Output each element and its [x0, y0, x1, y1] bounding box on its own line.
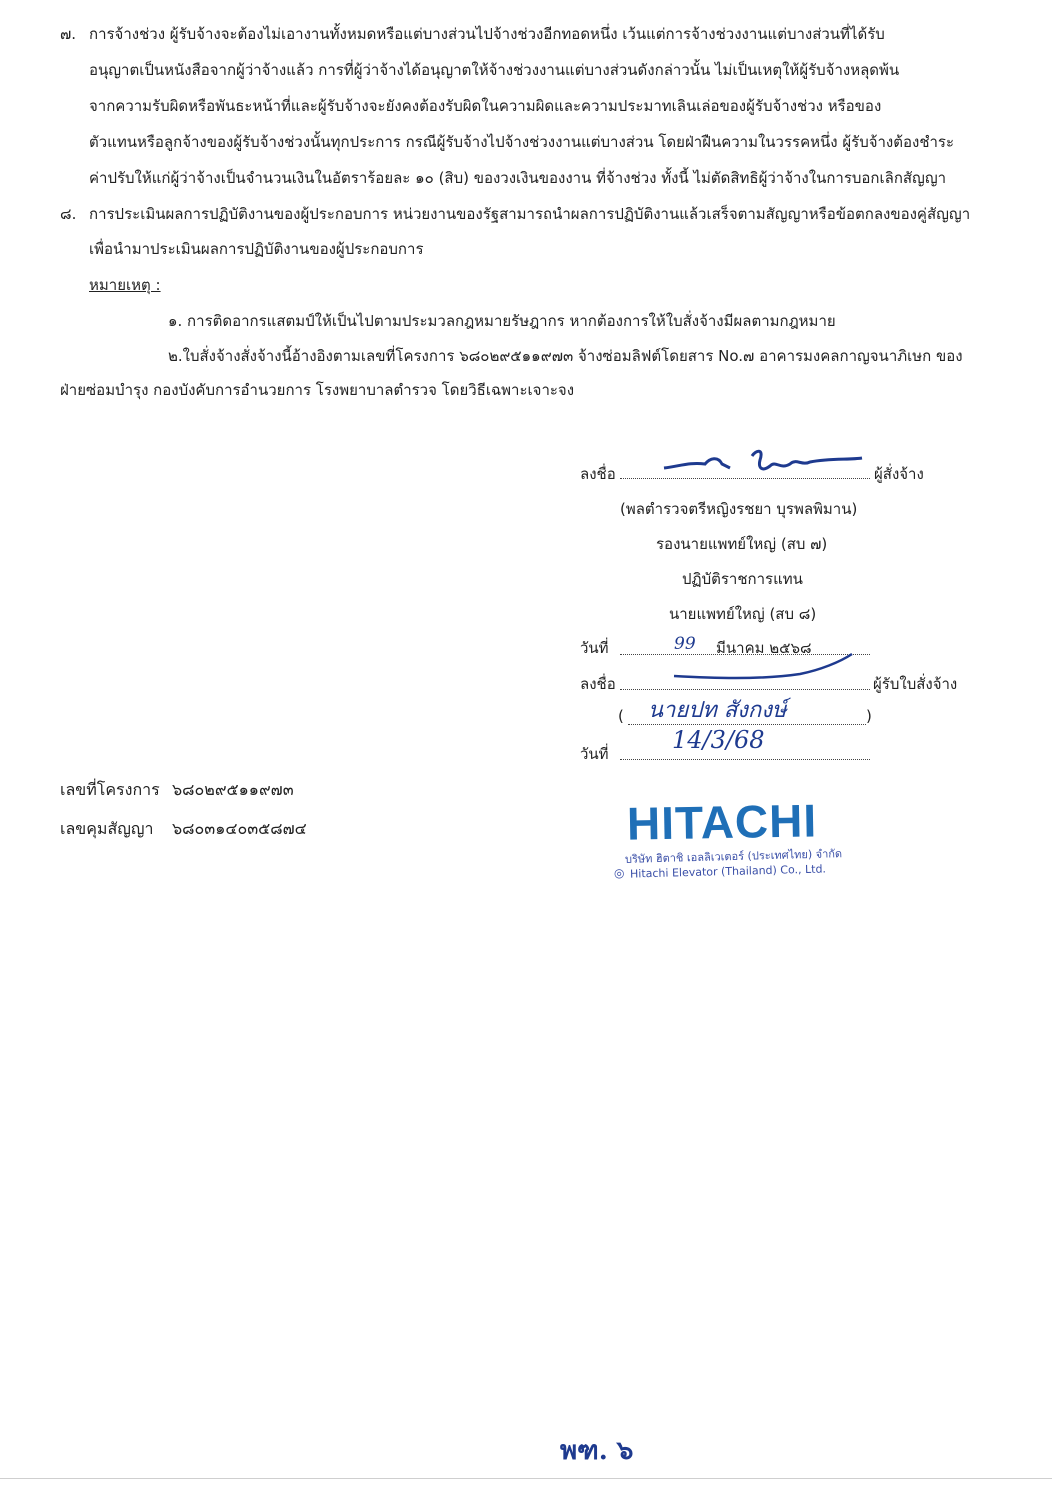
company-stamp-logo: HITACHI — [626, 794, 818, 850]
clause-8-line: การประเมินผลการปฏิบัติงานของผู้ประกอบการ หน่วยงานของรัฐสามารถนำผลการปฏิบัติงานแล้วเสร็จตามสัญญาหรือข้อตกลงของคู่สัญญา — [89, 205, 971, 223]
remark-item-2: ๒.ใบสั่งจ้างสั่งจ้างนี้อ้างอิงตามเลขที่โครงการ ๖๘๐๒๙๕๑๑๙๗๓ จ้างซ่อมลิฟต์โดยสาร No.๗ อาคารมงคลกาญจนาภิเษก ของ — [168, 347, 963, 365]
clause-7-line: ค่าปรับให้แก่ผู้ว่าจ้างเป็นจำนวนเงินในอัตราร้อยละ ๑๐ (สิบ) ของวงเงินของงาน ที่จ้างช่วง ทั้งนี้ ไม่ตัดสิทธิผู้ว่าจ้างในการบอกเลิกสัญญา — [89, 169, 947, 187]
footer-handwritten-page-mark: พฑ. ๖ — [560, 1436, 634, 1466]
employer-date-label: วันที่ — [580, 639, 609, 657]
employer-role: ผู้สั่งจ้าง — [874, 465, 924, 483]
contractor-date-label: วันที่ — [580, 745, 609, 763]
employer-position: นายแพทย์ใหญ่ (สบ ๘) — [669, 605, 817, 623]
remark-item-2-cont: ฝ่ายซ่อมบำรุง กองบังคับการอำนวยการ โรงพยาบาลตำรวจ โดยวิธีเฉพาะเจาะจง — [60, 381, 575, 399]
company-stamp-english: Hitachi Elevator (Thailand) Co., Ltd. — [629, 862, 827, 881]
company-stamp-thai: บริษัท ฮิตาชิ เอลลิเวเตอร์ (ประเทศไทย) จำกัด — [624, 847, 843, 866]
contractor-sign-label: ลงชื่อ — [580, 675, 616, 693]
employer-signature — [660, 446, 865, 480]
contractor-name-close: ) — [866, 707, 872, 725]
contract-number-value: ๖๘๐๓๑๔๐๓๕๘๗๔ — [172, 819, 307, 838]
clause-7-line: อนุญาตเป็นหนังสือจากผู้ว่าจ้างแล้ว การที่ผู้ว่าจ้างได้อนุญาตให้จ้างช่วงงานแต่บางส่วนดังกล่าวนั้น ไม่เป็นเหตุให้ผู้รับจ้างหลุดพ้น — [89, 61, 900, 79]
employer-date-rest: มีนาคม ๒๕๖๘ — [716, 639, 812, 657]
employer-position: รองนายแพทย์ใหญ่ (สบ ๗) — [656, 535, 828, 553]
contractor-name-handwritten: นายปท สังกงษ์ — [648, 698, 787, 723]
clause-8-line: เพื่อนำมาประเมินผลการปฏิบัติงานของผู้ประกอบการ — [89, 240, 424, 258]
contract-number-label: เลขคุมสัญญา — [60, 819, 154, 838]
clause-7-line: จากความรับผิดหรือพันธะหน้าที่และผู้รับจ้างจะยังคงต้องรับผิดในความผิดและความประมาทเลินเล่อของผู้รับจ้างช่วง หรือของ — [89, 97, 882, 115]
clause-7-number: ๗. — [60, 25, 77, 43]
company-logo-icon: ◎ — [614, 866, 625, 880]
remark-item-1: ๑. การติดอากรแสตมป์ให้เป็นไปตามประมวลกฎหมายรัษฎากร หากต้องการให้ใบสั่งจ้างมีผลตามกฎหมาย — [168, 312, 836, 330]
clause-7-line: ตัวแทนหรือลูกจ้างของผู้รับจ้างช่วงนั้นทุกประการ กรณีผู้รับจ้างไปจ้างช่วงงานแต่บางส่วน โดยฝ่าฝืนความในวรรคหนึ่ง ผู้รับจ้างต้องชำระ — [89, 133, 955, 151]
contractor-date-handwritten: 14/3/68 — [672, 726, 765, 754]
employer-position: ปฏิบัติราชการแทน — [682, 570, 803, 588]
clause-8-number: ๘. — [60, 205, 77, 223]
contractor-name-open: ( — [618, 707, 624, 725]
contractor-role: ผู้รับใบสั่งจ้าง — [873, 675, 958, 693]
page-bottom-rule — [0, 1478, 1052, 1479]
remarks-heading: หมายเหตุ : — [89, 276, 161, 294]
contractor-date-line — [620, 759, 870, 760]
clause-7-line: การจ้างช่วง ผู้รับจ้างจะต้องไม่เอางานทั้งหมดหรือแต่บางส่วนไปจ้างช่วงอีกทอดหนึ่ง เว้นแต่การจ้างช่วงงานแต่บางส่วนที่ได้รับ — [89, 25, 885, 43]
contractor-signature — [670, 650, 870, 690]
employer-name: (พลตำรวจตรีหญิงรชยา บุรพลพิมาน) — [620, 500, 858, 518]
employer-date-day: 99 — [674, 634, 696, 654]
project-number-value: ๖๘๐๒๙๕๑๑๙๗๓ — [172, 780, 294, 799]
project-number-label: เลขที่โครงการ — [60, 780, 160, 799]
employer-sign-label: ลงชื่อ — [580, 465, 616, 483]
